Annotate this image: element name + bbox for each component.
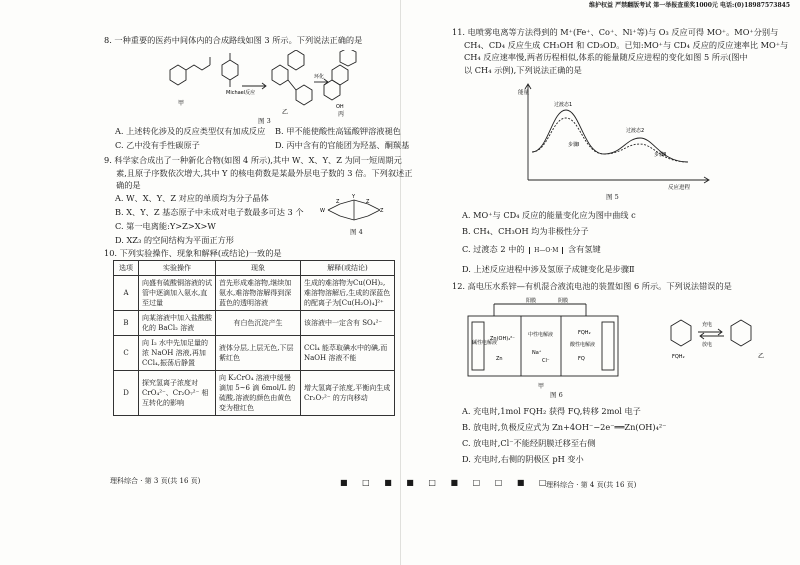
q12-option-d: D. 充电时,右侧的阴极区 pH 变小 xyxy=(462,454,584,464)
page-marker-squares: ■ □ ■ ■ □ ■ □ □ ■ □ xyxy=(340,478,553,487)
row-explanation: CCl₄ 能萃取碘水中的碘,而 NaOH 溶液不能 xyxy=(301,336,395,371)
svg-text:Y: Y xyxy=(352,194,356,200)
col-header-explanation: 解释(或结论) xyxy=(301,261,395,276)
table-row xyxy=(114,371,395,416)
figure-4 xyxy=(318,192,396,228)
q11-option-c-post: 含有氢键 xyxy=(567,244,601,254)
fig6-zn: Zn xyxy=(496,356,503,362)
svg-text:Z: Z xyxy=(336,199,340,205)
fig6-na: Na⁺ xyxy=(532,350,542,356)
header-notice: 维护权益 严禁翻版考试 第一举报查重奖1000元 电话:(0)18987573845 xyxy=(589,2,790,9)
q12-option-a: A. 充电时,1mol FQH₂ 获得 FQ,转移 2mol 电子 xyxy=(462,406,641,416)
q8-option-d: D. 丙中含有的官能团为羟基、酮羰基 xyxy=(275,140,410,150)
row-phenomenon: 有白色沉淀产生 xyxy=(216,311,301,336)
q10-table xyxy=(113,260,395,416)
row-option: D xyxy=(114,371,139,416)
row-phenomenon: 液体分层,上层无色,下层紫红色 xyxy=(216,336,301,371)
fig6-el-left: 碱性电解液 xyxy=(472,340,498,346)
q8-option-b: B. 甲不能使酸性高锰酸钾溶液褪色 xyxy=(275,126,401,136)
q8-option-c: C. 乙中没有手性碳原子 xyxy=(115,140,200,150)
q12-stem: 12. 高电压水系锌—有机混合液流电池的装置如图 6 所示。下列说法错误的是 xyxy=(452,281,732,291)
q9-option-a: A. W、X、Y、Z 对应的单质均为分子晶体 xyxy=(115,193,269,203)
fig6-fq: FQ xyxy=(578,356,585,362)
q11-option-c xyxy=(462,244,601,255)
fig6-el-right: 酸性电解液 xyxy=(570,342,596,348)
row-operation: 向某溶液中加入盐酸酸化的 BaCl₂ 溶液 xyxy=(139,311,216,336)
col-header-option: 选项 xyxy=(114,261,139,276)
row-option: C xyxy=(114,336,139,371)
row-phenomenon: 向 K₂CrO₄ 溶液中缓慢滴加 5~6 滴 6mol/L 的硫酸,溶液的颜色由黄色变为橙红色 xyxy=(216,371,301,416)
fig3-caption: 图 3 xyxy=(258,117,271,125)
table-row xyxy=(114,336,395,371)
figure-6 xyxy=(466,296,796,396)
q11-line-1: 11. 电喷雾电离等方法得到的 M⁺(Fe⁺、Co⁺、Ni⁺等)与 O₃ 反应可得 MO⁺。MO⁺分别与 xyxy=(452,27,779,37)
fig3-oh: OH xyxy=(336,104,344,110)
q11-line-2: CH₄、CD₄ 反应生成 CH₃OH 和 CD₃OD。已知:MO⁺与 CD₄ 反应的反应速率比 MO⁺与 xyxy=(464,39,789,50)
fig3-label-b: 乙 xyxy=(282,109,289,116)
fig5-step1: 步骤Ⅰ xyxy=(568,142,580,148)
q9-line-3: 确的是 xyxy=(116,180,141,190)
fig6-znoh: Zn(OH)₄²⁻ xyxy=(490,336,515,342)
q9-option-d: D. XZ₃ 的空间结构为平面正方形 xyxy=(115,235,234,245)
fig5-step2: 步骤Ⅱ xyxy=(654,152,667,158)
table-row xyxy=(114,311,395,336)
fig5-caption: 图 5 xyxy=(606,193,619,201)
svg-text:W: W xyxy=(320,208,325,214)
q9-option-b: B. X、Y、Z 基态原子中未成对电子数最多可达 3 个 xyxy=(115,207,304,217)
svg-text:Z: Z xyxy=(380,208,384,214)
row-option: A xyxy=(114,276,139,311)
fig3-reagent: Michael反应 xyxy=(226,90,256,96)
fig4-caption: 图 4 xyxy=(350,228,363,236)
row-phenomenon: 首先形成难溶物,继续加氨水,难溶物溶解得到深蓝色的透明溶液 xyxy=(216,276,301,311)
svg-text:阳膜: 阳膜 xyxy=(526,298,537,304)
fig6-fqh2-b: FQH₂ xyxy=(672,354,685,360)
fig6-caption: 图 6 xyxy=(550,391,563,399)
row-explanation: 该溶液中一定含有 SO₄²⁻ xyxy=(301,311,395,336)
footer-right: 理科综合 · 第 4 页(共 16 页) xyxy=(546,481,637,489)
q8-stem: 8. 一种重要的医药中间体内的合成路线如图 3 所示。下列说法正确的是 xyxy=(104,35,363,45)
col-header-operation: 实验操作 xyxy=(139,261,216,276)
q9-stem xyxy=(104,154,412,192)
q11-option-b: B. CH₄、CH₃OH 均为非极性分子 xyxy=(462,226,589,236)
row-explanation: 增大氢离子浓度,平衡向生成 Cr₂O₇²⁻ 的方向移动 xyxy=(301,371,395,416)
fig6-fqh2: FQH₂ xyxy=(578,330,591,336)
fig6-discharge: 放电 xyxy=(702,342,713,348)
fig3-cyclize: 环化 xyxy=(314,74,325,80)
svg-text:阴膜: 阴膜 xyxy=(558,298,569,304)
fig5-ylabel: 能量 xyxy=(518,90,530,96)
q8-option-a: A. 上述转化涉及的反应类型仅有加成反应 xyxy=(115,126,266,136)
q10-table-header xyxy=(114,261,395,276)
col-header-phenomenon: 现象 xyxy=(216,261,301,276)
q11-line-4: 以 CH₄ 示例),下列说法正确的是 xyxy=(464,64,582,75)
footer-left: 理科综合 · 第 3 页(共 16 页) xyxy=(110,477,201,485)
q10-stem: 10. 下列实验操作、现象和解释(或结论)一致的是 xyxy=(104,248,282,258)
fig5-ts2: 过渡态2 xyxy=(626,128,645,134)
row-operation: 向盛有硫酸铜溶液的试管中逐滴加入氨水,直至过量 xyxy=(139,276,216,311)
right-page xyxy=(400,0,800,565)
fig5-ts1: 过渡态1 xyxy=(554,102,573,108)
fig6-cl: Cl⁻ xyxy=(542,358,550,364)
q11-option-d: D. 上述反应进程中涉及氢原子成键变化是步骤Ⅱ xyxy=(462,264,635,274)
fig6-charge: 充电 xyxy=(702,322,713,328)
fig3-label-a: 甲 xyxy=(178,100,185,107)
q12-option-b: B. 放电时,负极反应式为 Zn+4OH⁻−2e⁻══Zn(OH)₄²⁻ xyxy=(462,422,667,432)
fig3-label-c: 丙 xyxy=(338,111,345,118)
q11-structure-icon: H—O·M xyxy=(529,247,563,254)
q11-stem xyxy=(452,26,788,76)
figure-3 xyxy=(160,50,360,118)
q9-line-2: 素,且原子序数依次增大,其中 Y 的核电荷数是某最外层电子数的 3 倍。下列叙述正 xyxy=(116,167,413,178)
q11-line-3: CH₄ 反应速率慢,两者历程相似,体系的能量随反应进程的变化如图 5 所示(图中 xyxy=(464,52,748,62)
svg-text:Z: Z xyxy=(366,199,370,205)
row-option: B xyxy=(114,311,139,336)
table-row xyxy=(114,276,395,311)
fig6-mid: 中性电解液 xyxy=(528,332,554,338)
q11-option-a: A. MO⁺与 CD₄ 反应的能量变化应为图中曲线 c xyxy=(462,210,636,220)
q12-option-c: C. 放电时,Cl⁻不能经阴膜迁移至右侧 xyxy=(462,438,596,448)
q9-line-1: 9. 科学家合成出了一种新化合物(如图 4 所示),其中 W、X、Y、Z 为同一短周期元 xyxy=(104,155,402,165)
fig5-xlabel: 反应进程 xyxy=(668,185,691,191)
q9-option-c: C. 第一电离能:Y>Z>X>W xyxy=(115,221,216,231)
fig6-label-yi: 乙 xyxy=(758,353,765,360)
figure-5 xyxy=(518,80,718,192)
row-operation: 探究氢离子浓度对 CrO₄²⁻、Cr₂O₇²⁻ 相互转化的影响 xyxy=(139,371,216,416)
fig6-label-jia: 甲 xyxy=(538,383,545,390)
row-explanation: 生成的难溶物为Cu(OH)₂,难溶物溶解后,生成的深蓝色的配离子为[Cu(H₂O)₄]²⁺ xyxy=(301,276,395,311)
q11-option-c-pre: C. 过渡态 2 中的 xyxy=(462,244,525,254)
row-operation: 向 I₂ 水中先加足量的浓 NaOH 溶液,再加 CCl₄,振荡后静置 xyxy=(139,336,216,371)
